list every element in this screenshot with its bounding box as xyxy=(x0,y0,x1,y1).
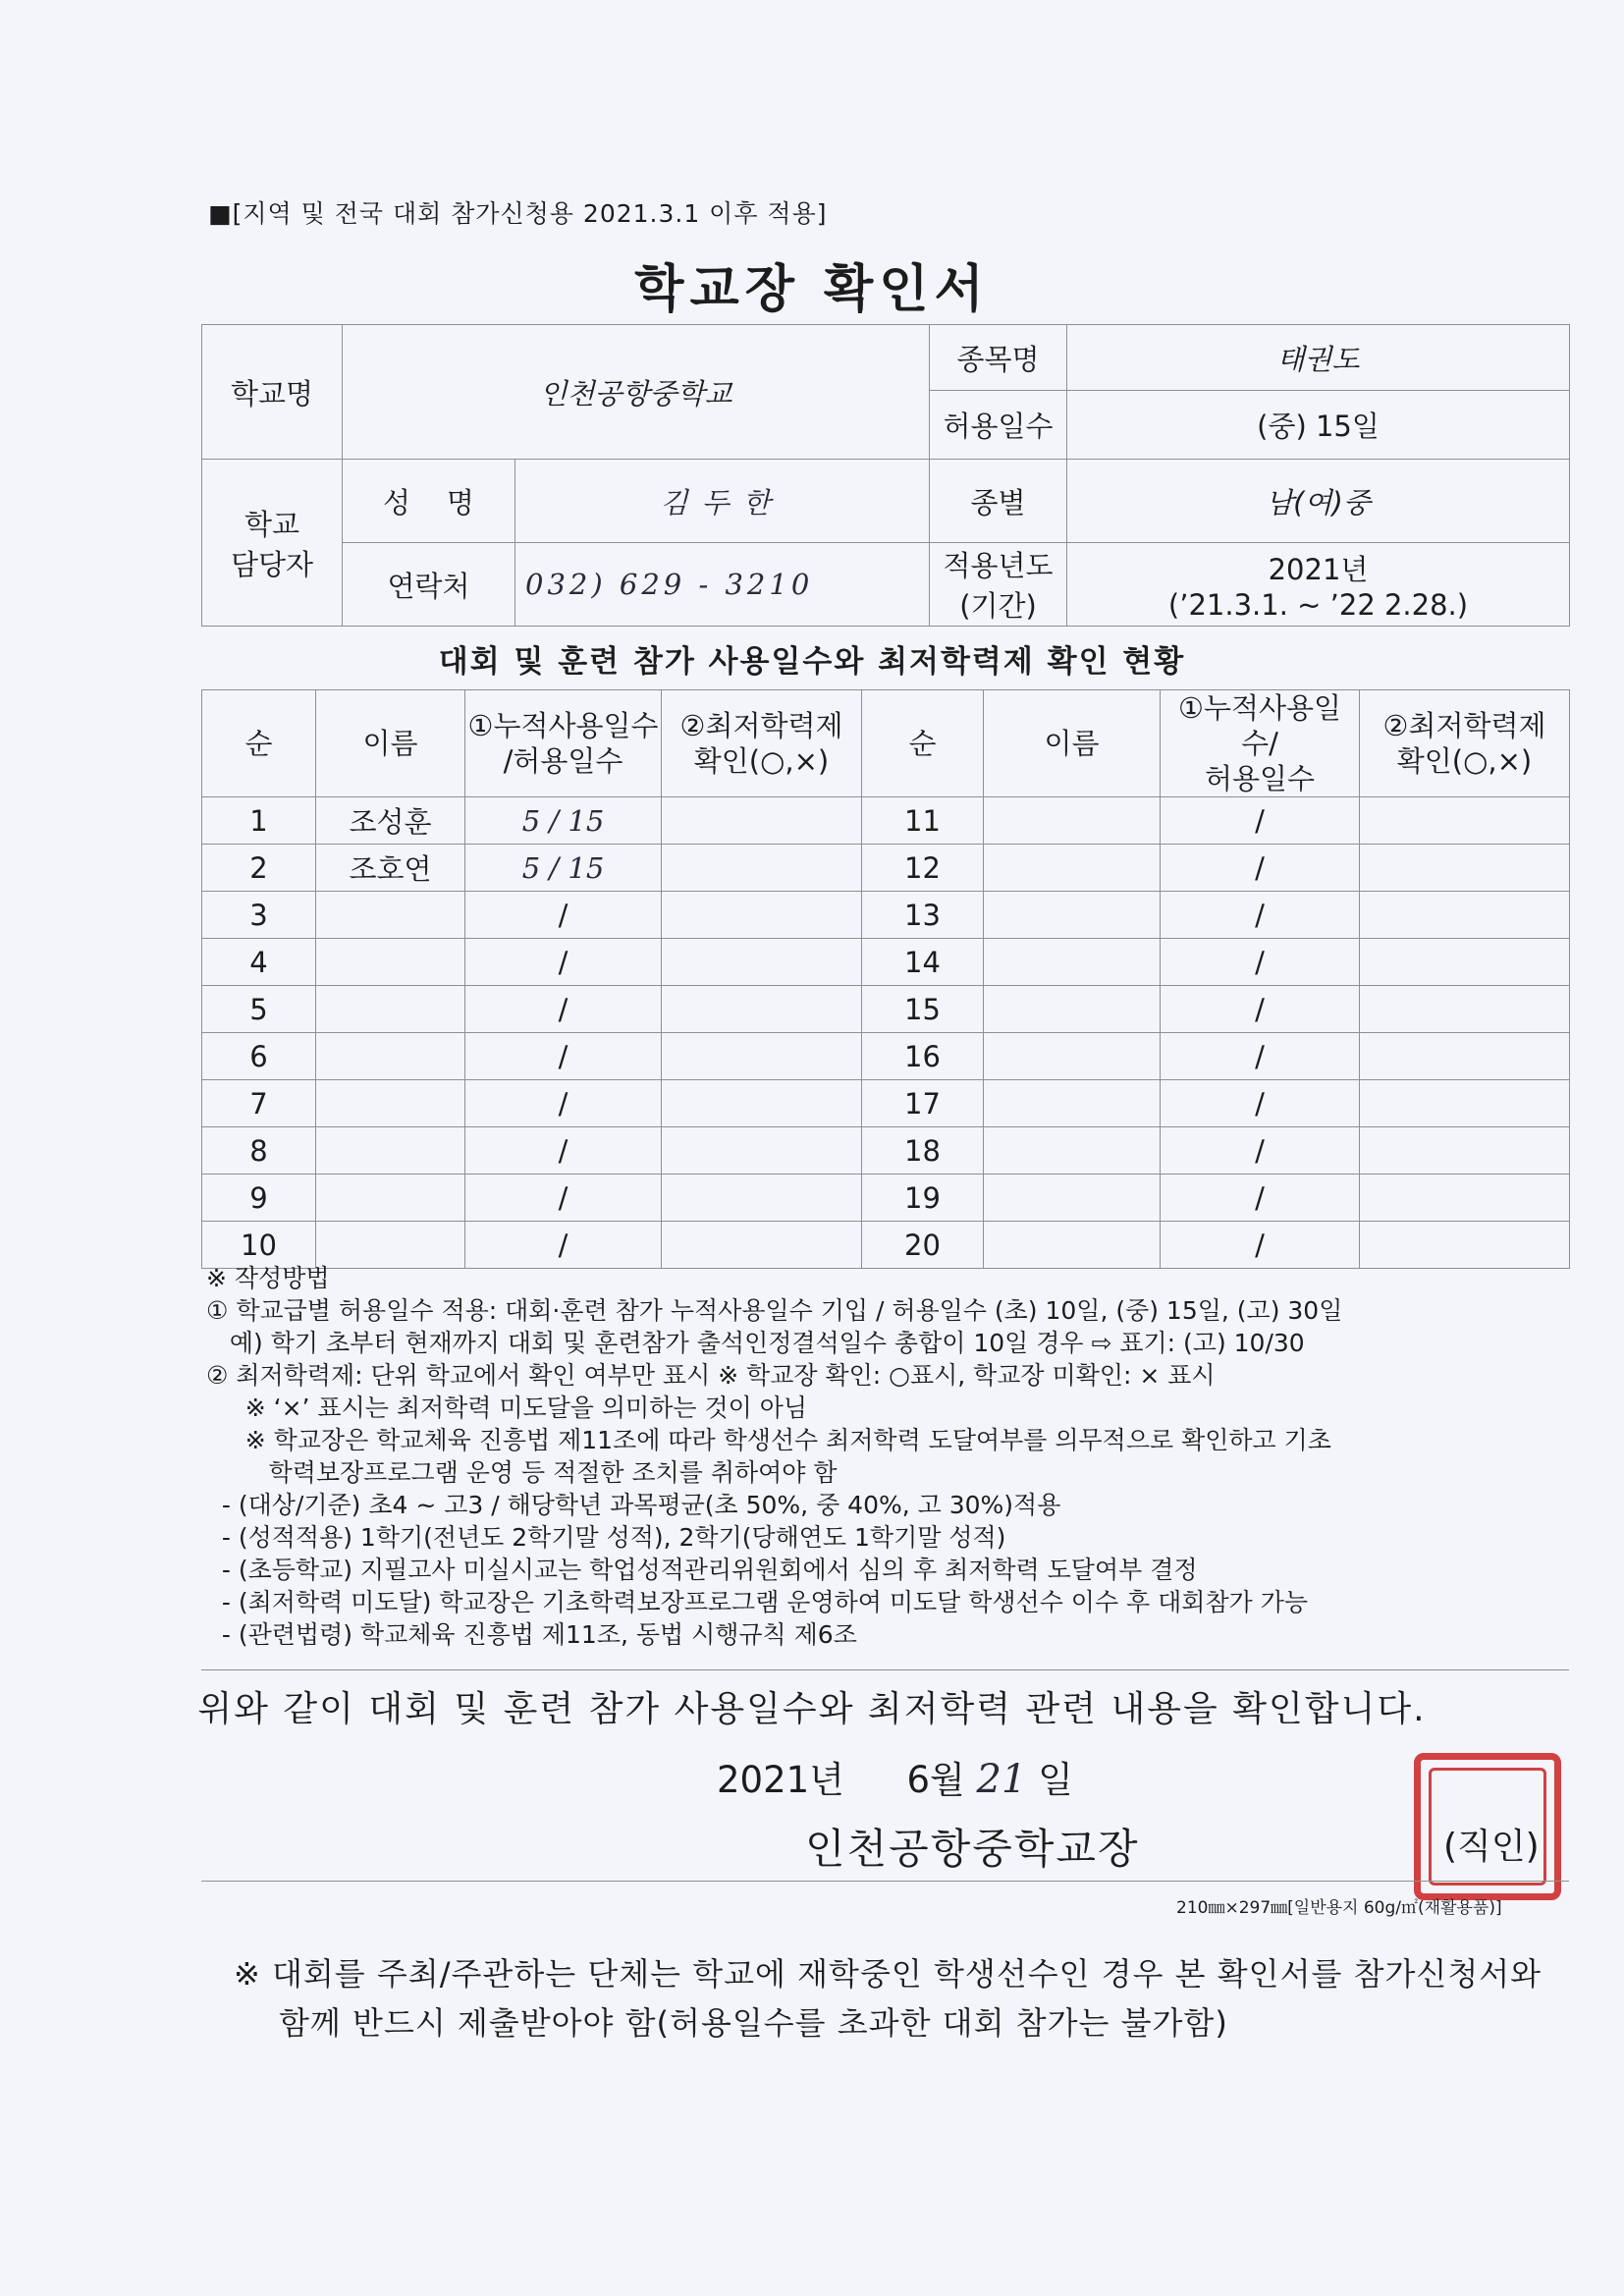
note-line: ※ 작성방법 xyxy=(206,1264,330,1292)
header-academic-right-line2: 확인(○,×) xyxy=(1396,744,1533,778)
row-name xyxy=(316,892,465,939)
row-no: 14 xyxy=(862,939,984,986)
header-days-left-line1: ①누적사용일수 xyxy=(467,709,659,742)
principal-signature: 인천공항중학교장 xyxy=(805,1825,1140,1873)
row-no: 1 xyxy=(202,797,316,845)
row-no: 13 xyxy=(862,892,984,939)
type-label: 종별 xyxy=(930,460,1067,543)
divider xyxy=(201,1881,1569,1882)
instructions-notes xyxy=(206,1262,1581,1651)
row-name xyxy=(984,1127,1161,1175)
row-academic xyxy=(1360,1033,1570,1080)
row-no: 2 xyxy=(202,845,316,892)
row-days: / xyxy=(1161,1080,1360,1127)
row-days: / xyxy=(1161,1127,1360,1175)
table-row xyxy=(202,939,1570,986)
row-no: 20 xyxy=(862,1222,984,1269)
row-no: 6 xyxy=(202,1033,316,1080)
row-academic xyxy=(1360,1127,1570,1175)
header-no-right: 순 xyxy=(862,690,984,797)
date-month: 6월 xyxy=(906,1759,965,1801)
row-name: 조호연 xyxy=(316,845,465,892)
row-no: 18 xyxy=(862,1127,984,1175)
row-days: / xyxy=(465,1127,662,1175)
row-name xyxy=(984,1080,1161,1127)
row-days: / xyxy=(465,1222,662,1269)
signing-date xyxy=(717,1750,1073,1803)
row-academic xyxy=(662,939,862,986)
row-academic xyxy=(662,892,862,939)
school-name-value: 인천공항중학교 xyxy=(343,325,930,460)
row-name xyxy=(316,1080,465,1127)
type-value: 남(여)중 xyxy=(1067,460,1570,543)
header-days-right xyxy=(1161,690,1360,797)
row-academic xyxy=(1360,1175,1570,1222)
row-academic xyxy=(1360,845,1570,892)
header-name-right: 이름 xyxy=(984,690,1161,797)
table-row xyxy=(202,892,1570,939)
row-academic xyxy=(1360,892,1570,939)
row-academic xyxy=(1360,939,1570,986)
header-academic-left-line2: 확인(○,×) xyxy=(693,744,830,778)
applied-year: 2021년 xyxy=(1268,552,1369,586)
note-line: 학력보장프로그램 운영 등 적절한 조치를 취하여야 함 xyxy=(206,1458,838,1487)
note-line: - (관련법령) 학교체육 진흥법 제11조, 동법 시행규칙 제6조 xyxy=(206,1620,857,1649)
date-day: 21 xyxy=(976,1757,1027,1802)
row-no: 17 xyxy=(862,1080,984,1127)
row-name xyxy=(984,1033,1161,1080)
date-year: 2021년 xyxy=(717,1759,844,1801)
row-days: / xyxy=(465,892,662,939)
header-name-left: 이름 xyxy=(316,690,465,797)
row-academic xyxy=(662,845,862,892)
row-days: / xyxy=(1161,845,1360,892)
row-name xyxy=(984,986,1161,1033)
page-title: 학교장 확인서 xyxy=(634,260,990,319)
note-line: ※ 학교장은 학교체육 진흥법 제11조에 따라 학생선수 최저학력 도달여부를 의무적으로 확인하고 기초 xyxy=(206,1426,1331,1454)
row-no: 19 xyxy=(862,1175,984,1222)
header-no-left: 순 xyxy=(202,690,316,797)
applied-year-value xyxy=(1067,543,1570,627)
applied-year-label xyxy=(930,543,1067,627)
row-days: / xyxy=(1161,797,1360,845)
row-days: / xyxy=(1161,986,1360,1033)
row-name xyxy=(984,1175,1161,1222)
row-name xyxy=(316,939,465,986)
row-academic xyxy=(662,1080,862,1127)
header-academic-right-line1: ②최저학력제 xyxy=(1382,709,1546,742)
row-name xyxy=(316,1175,465,1222)
table-row xyxy=(202,797,1570,845)
header-days-right-line2: 허용일수 xyxy=(1204,762,1316,795)
row-name xyxy=(316,986,465,1033)
note-line: - (성적적용) 1학기(전년도 2학기말 성적), 2학기(당해연도 1학기말 성적) xyxy=(206,1523,1006,1552)
usage-table xyxy=(201,689,1570,1269)
applied-period: (’21.3.1. ~ ’22 2.28.) xyxy=(1167,587,1469,622)
header-academic-left xyxy=(662,690,862,797)
row-no: 12 xyxy=(862,845,984,892)
note-line: ② 최저학력제: 단위 학교에서 확인 여부만 표시 ※ 학교장 확인: ○표시, 학교장 미확인: × 표시 xyxy=(206,1361,1216,1390)
table-row xyxy=(202,1175,1570,1222)
row-academic xyxy=(1360,986,1570,1033)
manager-label xyxy=(202,460,343,627)
row-academic xyxy=(1360,797,1570,845)
row-name xyxy=(984,845,1161,892)
row-academic xyxy=(662,1175,862,1222)
row-no: 11 xyxy=(862,797,984,845)
allowed-days-value: (중) 15일 xyxy=(1067,391,1570,460)
footer-note xyxy=(234,1949,1542,2048)
row-no: 15 xyxy=(862,986,984,1033)
row-name xyxy=(316,1127,465,1175)
applied-year-label-line1: 적용년도 xyxy=(943,549,1054,582)
row-days: / xyxy=(1161,1175,1360,1222)
note-line: - (초등학교) 지필고사 미실시교는 학업성적관리위원회에서 심의 후 최저학력 도달여부 결정 xyxy=(206,1556,1198,1584)
note-line: - (최저학력 미도달) 학교장은 기초학력보장프로그램 운영하여 미도달 학생선수 이수 후 대회참가 가능 xyxy=(206,1588,1308,1616)
row-days: / xyxy=(465,986,662,1033)
event-label: 종목명 xyxy=(930,325,1067,391)
row-days: / xyxy=(1161,892,1360,939)
row-name xyxy=(984,939,1161,986)
applied-year-label-line2: (기간) xyxy=(959,589,1037,623)
table-row xyxy=(202,1080,1570,1127)
divider xyxy=(201,1669,1569,1670)
footer-line1: ※ 대회를 주최/주관하는 단체는 학교에 재학중인 학생선수인 경우 본 확인서를 참가신청서와 xyxy=(234,1955,1543,1993)
row-academic xyxy=(662,797,862,845)
row-name xyxy=(316,1033,465,1080)
contact-value: 032) 629 - 3210 xyxy=(515,543,930,627)
header-days-left-line2: /허용일수 xyxy=(503,744,623,778)
row-no: 10 xyxy=(202,1222,316,1269)
header-days-right-line1: ①누적사용일수/ xyxy=(1177,691,1342,760)
info-table xyxy=(201,324,1570,627)
row-academic xyxy=(1360,1080,1570,1127)
row-no: 3 xyxy=(202,892,316,939)
row-days: 5 / 15 xyxy=(465,845,662,892)
row-academic xyxy=(662,1033,862,1080)
table-row xyxy=(202,1127,1570,1175)
row-days: / xyxy=(1161,1033,1360,1080)
row-academic xyxy=(662,986,862,1033)
row-days: / xyxy=(465,939,662,986)
table-row xyxy=(202,986,1570,1033)
row-no: 16 xyxy=(862,1033,984,1080)
manager-label-line1: 학교 xyxy=(244,507,300,541)
row-days: / xyxy=(1161,939,1360,986)
row-days: / xyxy=(1161,1222,1360,1269)
note-line: ① 학교급별 허용일수 적용: 대회·훈련 참가 누적사용일수 기입 / 허용일수 (초) 10일, (중) 15일, (고) 30일 xyxy=(206,1296,1343,1325)
footer-line2: 함께 반드시 제출받아야 함(허용일수를 초과한 대회 참가는 불가함) xyxy=(279,2004,1228,2042)
note-line: - (대상/기준) 초4 ~ 고3 / 해당학년 과목평균(초 50%, 중 40%, 고 30%)적용 xyxy=(206,1491,1061,1519)
seal-label: (직인) xyxy=(1443,1827,1540,1867)
row-no: 7 xyxy=(202,1080,316,1127)
usage-subtitle: 대회 및 훈련 참가 사용일수와 최저학력제 확인 현황 xyxy=(438,644,1186,680)
header-academic-right xyxy=(1360,690,1570,797)
name-value: 김두한 xyxy=(515,460,930,543)
allowed-days-label: 허용일수 xyxy=(930,391,1067,460)
header-days-left xyxy=(465,690,662,797)
row-no: 8 xyxy=(202,1127,316,1175)
table-row xyxy=(202,845,1570,892)
manager-label-line2: 담당자 xyxy=(230,547,314,581)
note-line: 예) 학기 초부터 현재까지 대회 및 훈련참가 출석인정결석일수 총합이 10일 경우 ⇨ 표기: (고) 10/30 xyxy=(206,1329,1305,1357)
school-name-label: 학교명 xyxy=(202,325,343,460)
header-academic-left-line1: ②최저학력제 xyxy=(679,709,843,742)
row-no: 4 xyxy=(202,939,316,986)
row-days: / xyxy=(465,1080,662,1127)
row-academic xyxy=(662,1127,862,1175)
event-value: 태권도 xyxy=(1067,325,1570,391)
row-no: 5 xyxy=(202,986,316,1033)
row-days: / xyxy=(465,1175,662,1222)
row-name xyxy=(984,797,1161,845)
row-days: / xyxy=(465,1033,662,1080)
row-name xyxy=(984,892,1161,939)
confirmation-statement: 위와 같이 대회 및 훈련 참가 사용일수와 최저학력 관련 내용을 확인합니다. xyxy=(197,1689,1427,1729)
note-line: ※ ‘×’ 표시는 최저학력 미도달을 의미하는 것이 아님 xyxy=(206,1394,808,1422)
table-row xyxy=(202,1033,1570,1080)
date-day-suffix: 일 xyxy=(1038,1759,1073,1801)
row-no: 9 xyxy=(202,1175,316,1222)
row-name: 조성훈 xyxy=(316,797,465,845)
name-label: 성 명 xyxy=(343,460,515,543)
contact-label: 연락처 xyxy=(343,543,515,627)
header-note: ■[지역 및 전국 대회 참가신청용 2021.3.1 이후 적용] xyxy=(208,199,828,228)
paper-spec: 210㎜×297㎜[일반용지 60g/㎡(재활용품)] xyxy=(1176,1898,1502,1918)
row-days: 5 / 15 xyxy=(465,797,662,845)
